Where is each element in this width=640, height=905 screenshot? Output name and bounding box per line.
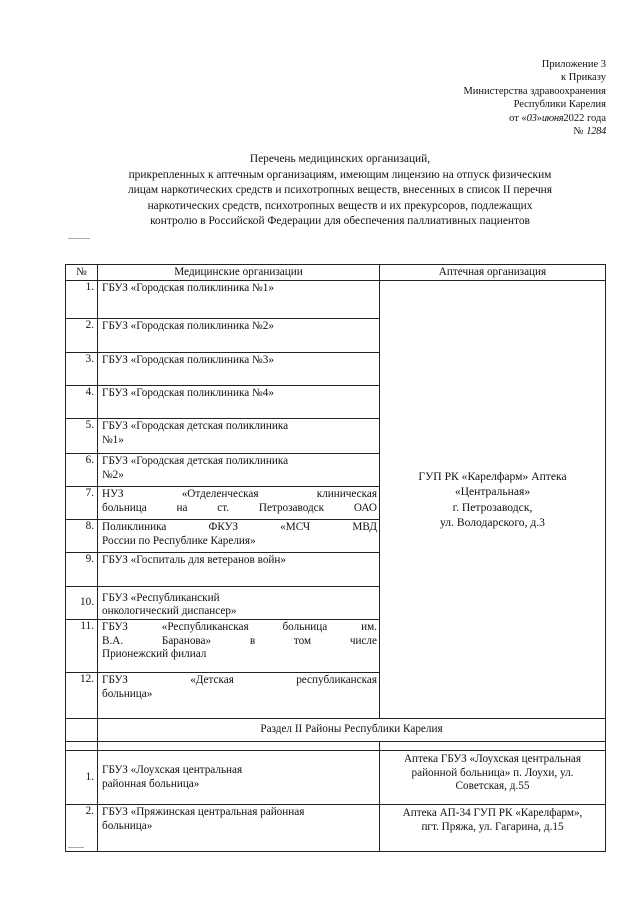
organization-name: ГБУЗ «Городская поликлиника №4» [98, 386, 380, 419]
organization-name [98, 587, 380, 620]
pharmacy-line: «Центральная» [454, 485, 531, 499]
row-number: 11. [66, 620, 98, 673]
column-header-number: № [66, 265, 98, 281]
organizations-table [65, 264, 606, 852]
date-month: июня [541, 112, 564, 124]
organization-name: ГБУЗ «Госпиталь для ветеранов войн» [98, 553, 380, 587]
section-empty-cell [66, 719, 98, 742]
appendix-order-ref: к Приказу [561, 72, 606, 84]
appendix-order-number [366, 125, 606, 138]
pharmacy-line: районной больница» п. Лоухи, ул. [411, 766, 574, 779]
pharmacy-line: г. Петрозаводск, [452, 500, 533, 514]
section-title: Раздел II Районы Республики Карелия [98, 719, 606, 742]
pharmacy-line: пгт. Пряжа, ул. Гагарина, д.15 [421, 820, 564, 833]
organization-name: ГБУЗ «Городская поликлиника №2» [98, 319, 380, 353]
organization-name [98, 520, 380, 553]
organization-line: онкологический диспансер» [102, 605, 237, 618]
pharmacy-line: Аптека ГБУЗ «Лоухская центральная [403, 753, 582, 765]
date-year: 2022 года [563, 112, 606, 124]
organization-name [98, 673, 380, 719]
organization-line: Поликлиника ФКУЗ «МСЧ МВД [102, 521, 377, 533]
organization-name [98, 805, 380, 852]
organization-line: Прионежский филиал [102, 648, 207, 661]
row-number: 4. [66, 386, 98, 419]
appendix-date [366, 112, 606, 125]
spacer-cell [98, 742, 380, 751]
row-number: 6. [66, 454, 98, 487]
pharmacy-line: ГУП РК «Карелфарм» Аптека [418, 469, 567, 483]
pharmacy-name [380, 751, 606, 805]
organization-name [98, 620, 380, 673]
spacer-cell [66, 742, 98, 751]
order-number-sign: № [573, 126, 584, 138]
scan-mark [68, 238, 90, 239]
order-number-value: 1284 [586, 126, 606, 138]
organization-line: ГБУЗ «Лоухская центральная [102, 764, 243, 777]
organization-line: ГБУЗ «Городская детская поликлиника [102, 455, 289, 467]
date-quote: » [536, 112, 542, 124]
table-row [66, 281, 606, 319]
title-line-4: наркотических средств, психотропных веществ и их прекурсоров, подлежащих [147, 199, 533, 212]
row-number: 2. [66, 805, 98, 852]
spacer-row [66, 742, 606, 751]
appendix-republic: Республики Карелия [513, 99, 606, 111]
column-header-pharmacy: Аптечная организация [380, 265, 606, 281]
organization-line: В.А. Баранова» в том числе [102, 634, 377, 647]
row-number: 9. [66, 553, 98, 587]
date-prefix: от « [509, 112, 527, 124]
title-line-1: Перечень медицинских организаций, [249, 153, 431, 165]
appendix-ministry: Министерства здравоохранения [463, 85, 606, 97]
row-number: 1. [66, 751, 98, 805]
row-number: 1. [66, 281, 98, 319]
row-number: 8. [66, 520, 98, 553]
spacer-cell [380, 742, 606, 751]
organization-line: ГБУЗ «Городская детская поликлиника [102, 420, 289, 432]
organization-line: НУЗ «Отделенческая клиническая [102, 488, 377, 500]
organization-name [98, 487, 380, 520]
row-number: 12. [66, 673, 98, 719]
organization-name: ГБУЗ «Городская поликлиника №3» [98, 353, 380, 386]
date-day: 03 [526, 112, 537, 124]
pharmacy-central [380, 281, 606, 719]
document-title [40, 152, 640, 230]
pharmacy-line: Аптека АП-34 ГУП РК «Карелфарм», [402, 807, 583, 819]
organization-line: больница» [102, 687, 153, 700]
title-line-5: контролю в Российской Федерации для обеспечения паллиативных пациентов [150, 215, 530, 228]
row-number: 3. [66, 353, 98, 386]
pharmacy-line: Советская, д.55 [455, 780, 530, 793]
organization-line: №1» [102, 433, 124, 446]
table-row [66, 805, 606, 852]
organization-line: ГБУЗ «Детская республиканская [102, 674, 377, 686]
table-row [66, 751, 606, 805]
organization-line: ГБУЗ «Республиканская больница им. [102, 621, 377, 633]
column-header-organizations: Медицинские организации [98, 265, 380, 281]
organization-name: ГБУЗ «Городская поликлиника №1» [98, 281, 380, 319]
row-number: 2. [66, 319, 98, 353]
section-row [66, 719, 606, 742]
organization-line: ГБУЗ «Пряжинская центральная районная [102, 806, 305, 818]
organization-line: больница» [102, 819, 153, 832]
organization-name [98, 454, 380, 487]
order-appendix-header [366, 58, 606, 138]
pharmacy-line: ул. Володарского, д.3 [440, 515, 545, 529]
organization-line: больница на ст. Петрозаводск ОАО [102, 501, 377, 514]
row-number: 7. [66, 487, 98, 520]
title-line-3: лицам наркотических средств и психотропных веществ, внесенных в список II перечня [127, 184, 553, 197]
row-number: 10. [66, 587, 98, 620]
organization-line: России по Республике Карелия» [102, 534, 256, 547]
organization-line: районная больница» [102, 778, 200, 790]
organization-line: №2» [102, 468, 124, 481]
row-number: 5. [66, 419, 98, 454]
pharmacy-name [380, 805, 606, 852]
appendix-number: Приложение 3 [541, 59, 606, 70]
title-line-2: прикрепленных к аптечным организациям, имеющим лицензию на отпуск физическим [128, 168, 552, 181]
table-header-row [66, 265, 606, 281]
organization-line: ГБУЗ «Республиканский [102, 591, 220, 604]
organization-name [98, 419, 380, 454]
organization-name [98, 751, 380, 805]
